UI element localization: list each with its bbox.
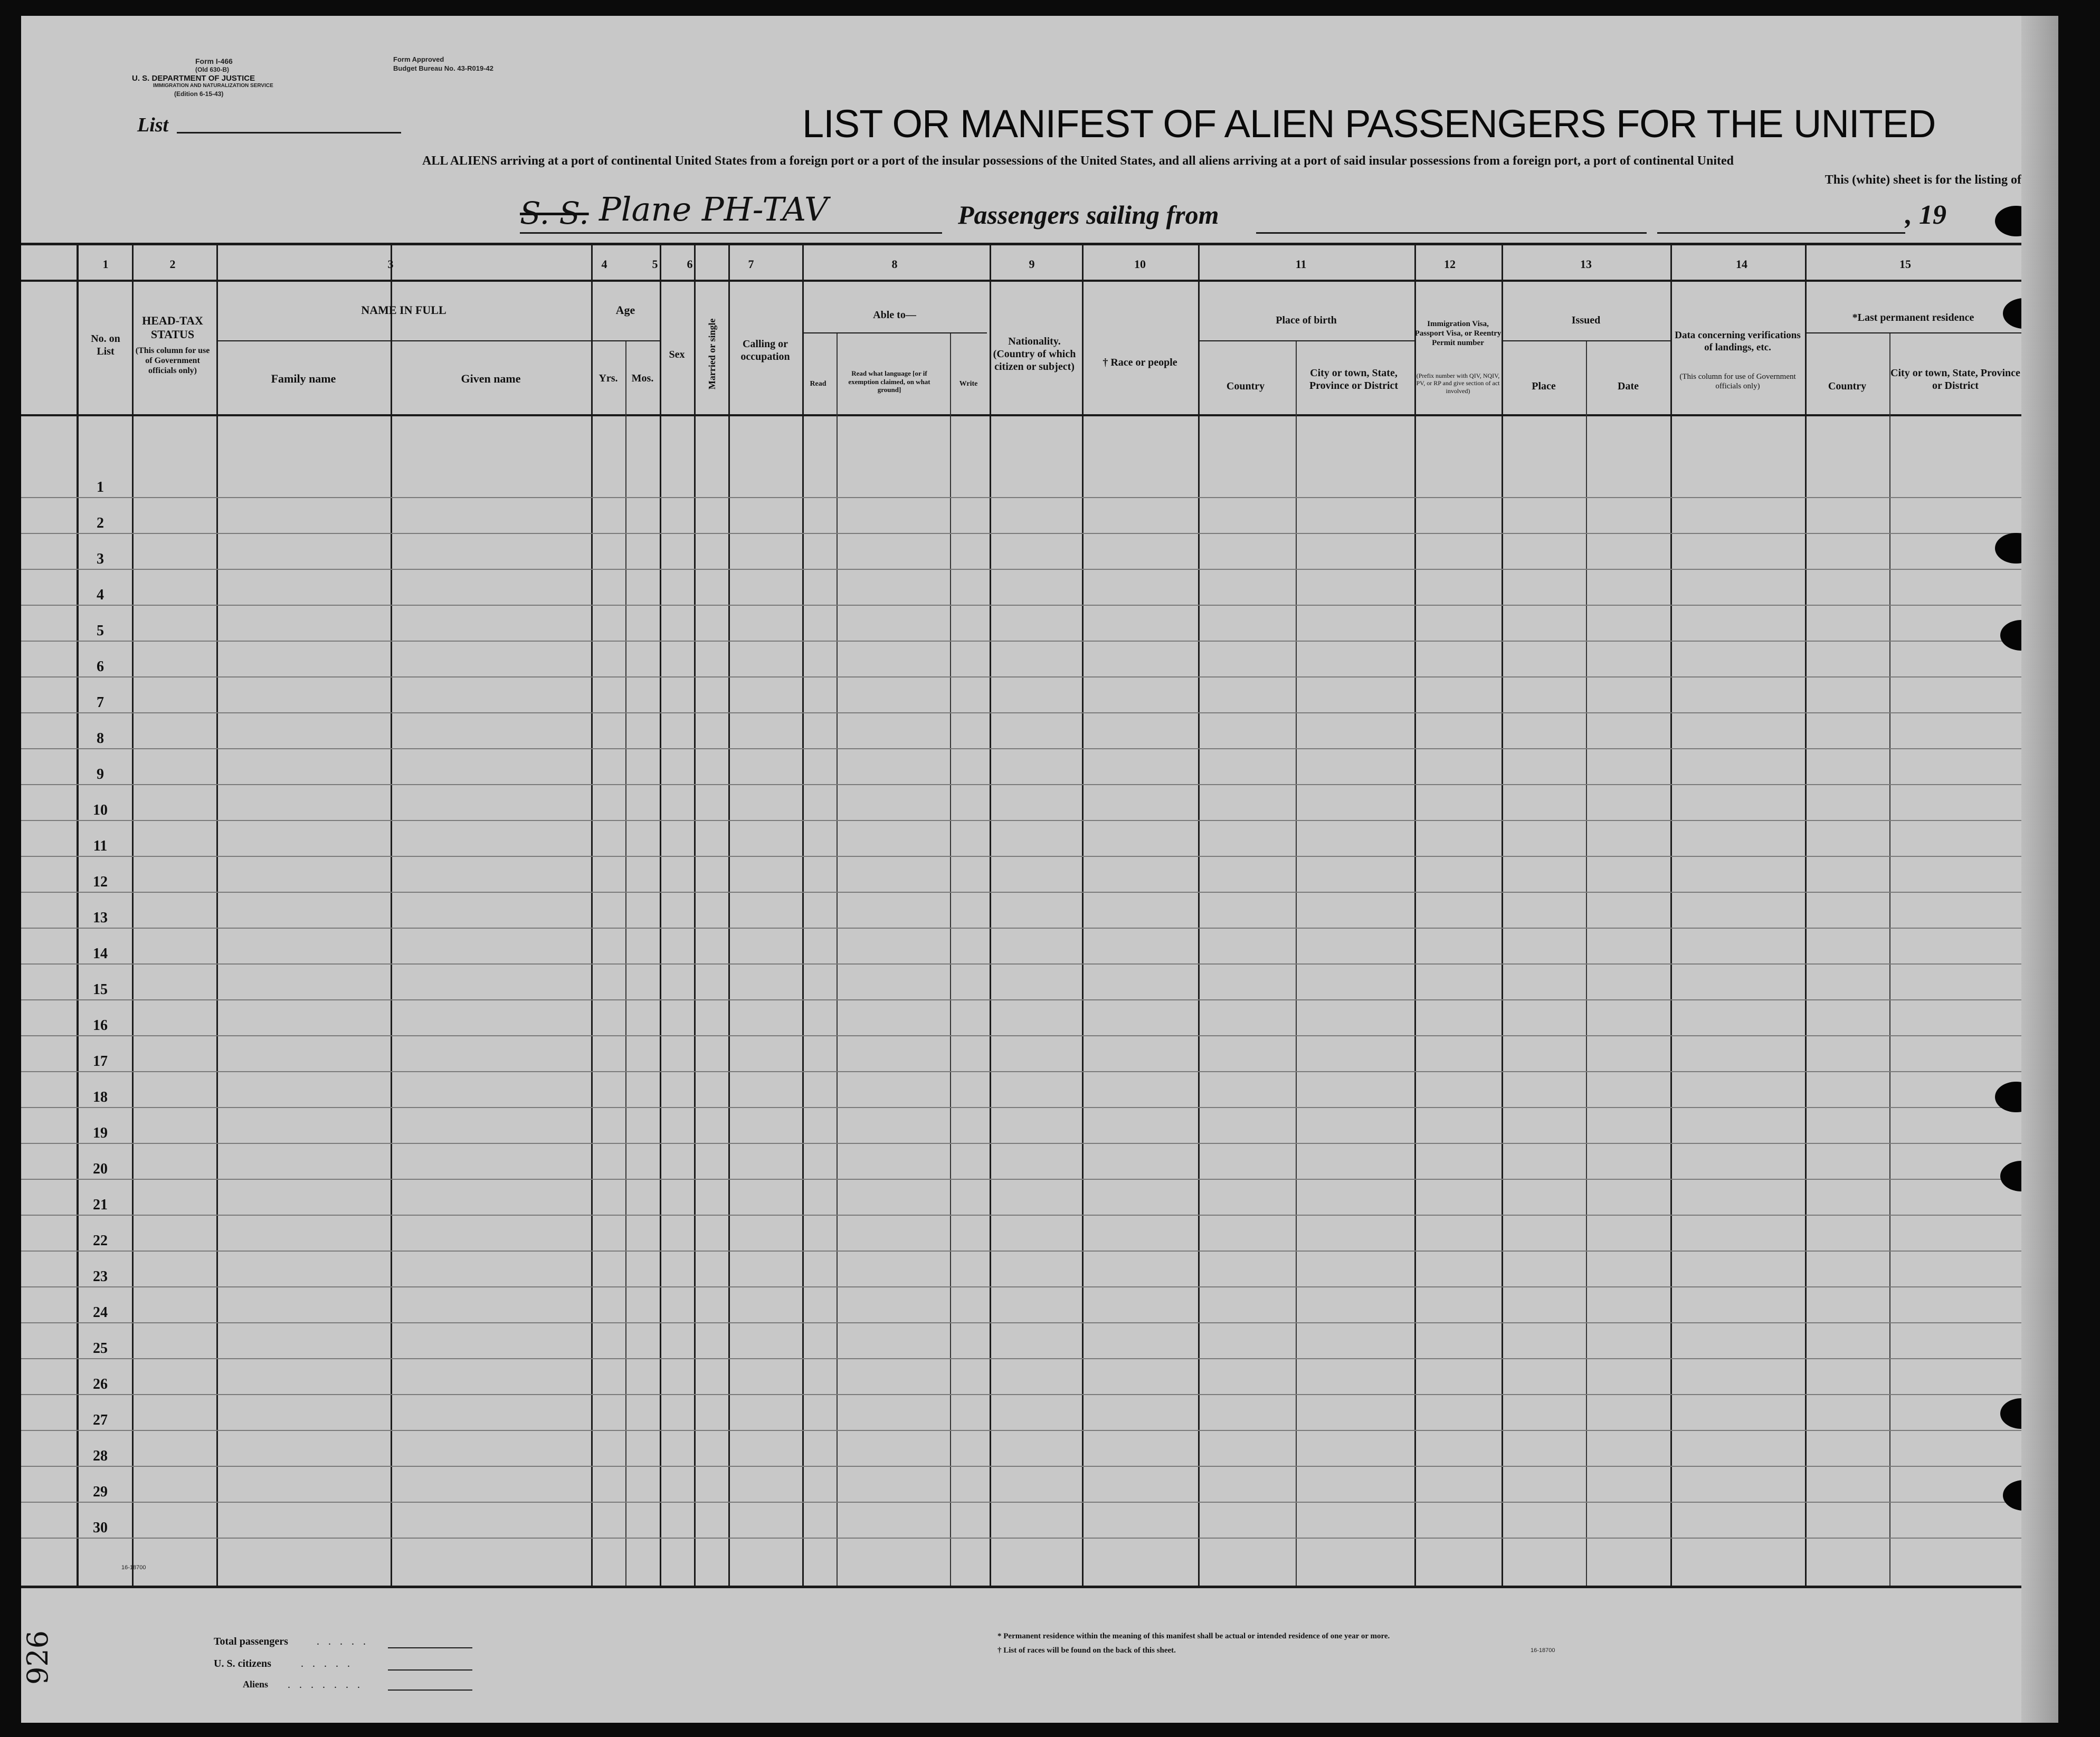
subcolumn-divider (1586, 340, 1587, 1586)
binder-hole-1 (1995, 206, 2037, 236)
row-line (21, 1071, 2021, 1072)
residence-subheader-line (1805, 332, 2021, 333)
header-issued-place: Place (1532, 380, 1556, 392)
binder-hole-4 (2000, 620, 2042, 651)
table-bottom-border (21, 1586, 2058, 1588)
row-line (21, 605, 2021, 606)
column-divider (1502, 245, 1503, 1588)
binder-hole-3 (1995, 533, 2037, 564)
header-yrs: Yrs. (598, 373, 618, 384)
row-line (21, 1394, 2021, 1395)
list-field-line (177, 132, 401, 133)
row-line (21, 1538, 2021, 1539)
col-num-13: 13 (1580, 257, 1592, 271)
header-given-name: Given name (461, 372, 521, 385)
issued-subheader-line (1502, 340, 1670, 341)
header-data-concerning: Data concerning verifications of landings, etc. (1675, 330, 1801, 353)
header-bottom-border (21, 414, 2021, 416)
subcolumn-divider (950, 332, 951, 1586)
col-num-8: 8 (891, 257, 898, 271)
able-subheader-line (802, 332, 987, 333)
row-line (21, 820, 2021, 821)
row-line (21, 533, 2021, 534)
col-num-4: 4 (601, 257, 607, 271)
row-number: 13 (93, 910, 108, 926)
col-num-6: 6 (687, 257, 693, 271)
row-line (21, 784, 2021, 785)
row-line (21, 1215, 2021, 1216)
us-citizens-field (388, 1669, 472, 1671)
row-line (21, 999, 2021, 1000)
row-line (21, 497, 2021, 498)
col-num-14: 14 (1736, 257, 1747, 271)
aliens-label: Aliens (243, 1679, 269, 1690)
citizens-dots: . . . . . (301, 1658, 353, 1669)
col-num-7: 7 (748, 257, 754, 271)
form-subtitle-2: This (white) sheet is for the listing of (1825, 173, 2021, 187)
total-passengers-label: Total passengers (214, 1636, 288, 1647)
header-birth-country: Country (1226, 380, 1265, 392)
column-divider (391, 245, 392, 1588)
row-number: 10 (93, 802, 108, 818)
row-number: 17 (93, 1053, 108, 1070)
date-field-line (1657, 232, 1905, 234)
row-line (21, 748, 2021, 749)
table-print-code: 16-18700 (121, 1564, 146, 1571)
column-divider (216, 245, 218, 1588)
column-divider (1670, 245, 1672, 1588)
column-divider (2021, 245, 2023, 1588)
header-able-to: Able to— (873, 309, 916, 321)
col-num-5: 5 (652, 257, 658, 271)
header-no-on-list: No. on List (91, 333, 120, 357)
header-residence-country: Country (1828, 380, 1867, 392)
row-line (21, 569, 2021, 570)
column-divider (1198, 245, 1200, 1588)
aliens-field (388, 1690, 472, 1691)
row-line (21, 676, 2021, 677)
binder-hole-2 (2003, 298, 2045, 329)
row-line (21, 712, 2021, 713)
row-number: 3 (97, 551, 104, 567)
edition: (Edition 6-15-43) (174, 90, 224, 98)
column-divider (132, 245, 134, 1588)
col-num-15: 15 (1899, 257, 1911, 271)
header-issued-date: Date (1618, 380, 1639, 392)
header-data-note: (This column for use of Government officials only) (1679, 373, 1796, 390)
row-number: 24 (93, 1304, 108, 1321)
row-line (21, 892, 2021, 893)
form-title: LIST OR MANIFEST OF ALIEN PASSENGERS FOR THE UNITED (802, 102, 1936, 146)
header-sex: Sex (669, 349, 685, 360)
row-line (21, 1107, 2021, 1108)
row-number: 23 (93, 1268, 108, 1285)
header-nationality: Nationality. (Country of which citizen or subject) (993, 336, 1076, 373)
col-num-1: 1 (102, 257, 109, 271)
row-line (21, 641, 2021, 642)
binder-hole-7 (2000, 1398, 2042, 1429)
row-line (21, 1143, 2021, 1144)
row-line (21, 1466, 2021, 1467)
column-divider (990, 245, 991, 1588)
row-number: 27 (93, 1412, 108, 1428)
col-num-12: 12 (1444, 257, 1456, 271)
col-num-11: 11 (1295, 257, 1307, 271)
row-number: 7 (97, 694, 104, 711)
col-num-10: 10 (1134, 257, 1146, 271)
header-visa-note: (Prefix number with QIV, NQIV, PV, or RP and give section of act involved) (1416, 372, 1500, 395)
row-line (21, 1322, 2021, 1323)
ss-label: S. S. (520, 195, 589, 231)
sailing-from-field-line (1256, 232, 1647, 234)
row-number: 11 (93, 838, 108, 854)
binder-hole-8 (2003, 1480, 2045, 1511)
footnote-residence: * Permanent residence within the meaning of this manifest shall be actual or intended residence of one year or more. (997, 1632, 1390, 1640)
row-number: 25 (93, 1340, 108, 1357)
total-dots: . . . . . (317, 1636, 369, 1647)
row-line (21, 1251, 2021, 1252)
name-subheader-line (216, 340, 591, 341)
binder-hole-6 (2000, 1161, 2042, 1191)
row-number: 1 (97, 479, 104, 495)
column-divider (1414, 245, 1416, 1588)
age-subheader-line (591, 340, 660, 341)
row-number: 6 (97, 658, 104, 675)
row-number: 12 (93, 874, 108, 890)
footnote-races: † List of races will be found on the back of this sheet. (997, 1646, 1176, 1655)
list-label: List (137, 114, 169, 136)
table-top-border (21, 243, 2058, 245)
row-number: 4 (97, 587, 104, 603)
row-line (21, 1430, 2021, 1431)
column-divider (694, 245, 696, 1588)
subcolumn-divider (625, 340, 626, 1586)
column-divider (728, 245, 730, 1588)
column-divider (591, 245, 593, 1588)
row-number: 5 (97, 623, 104, 639)
header-issued: Issued (1571, 314, 1601, 326)
header-last-residence: *Last permanent residence (1852, 312, 1974, 323)
total-passengers-field (388, 1647, 472, 1648)
manifest-sheet (21, 16, 2058, 1723)
row-line (21, 856, 2021, 857)
row-line (21, 1286, 2021, 1287)
row-number: 26 (93, 1376, 108, 1392)
row-number: 22 (93, 1233, 108, 1249)
form-number: Form I-466 (195, 57, 233, 65)
row-number: 14 (93, 946, 108, 962)
col-num-9: 9 (1029, 257, 1035, 271)
row-number: 16 (93, 1017, 108, 1034)
column-divider (1082, 245, 1084, 1588)
header-birth-city: City or town, State, Province or District (1309, 367, 1399, 392)
row-line (21, 928, 2021, 929)
row-number: 19 (93, 1125, 108, 1141)
row-line (21, 1358, 2021, 1359)
header-head-tax-note: (This column for use of Government officials only) (135, 346, 210, 376)
header-visa: Immigration Visa, Passport Visa, or Reentry Permit number (1414, 320, 1502, 347)
row-line (21, 1179, 2021, 1180)
column-divider (802, 245, 804, 1588)
header-married: Married or single (707, 318, 718, 390)
row-number: 2 (97, 515, 104, 531)
column-number-divider (21, 280, 2058, 282)
header-race: † Race or people (1103, 357, 1177, 368)
sailing-label: Passengers sailing from (958, 200, 1219, 230)
year-label: , 19 (1905, 200, 1946, 230)
form-subtitle: ALL ALIENS arriving at a port of continental United States from a foreign port or a port of the insular possessions of the United States, and all aliens arriving at a port of said insular possessions from a foreign port, a port of continental United (422, 154, 1734, 168)
subcolumn-divider (1889, 332, 1890, 1586)
header-read: Read (810, 380, 826, 388)
service: IMMIGRATION AND NATURALIZATION SERVICE (153, 83, 273, 89)
row-line (21, 1502, 2021, 1503)
row-number: 8 (97, 730, 104, 747)
binder-hole-5 (1995, 1082, 2037, 1112)
row-number: 20 (93, 1161, 108, 1177)
department: U. S. DEPARTMENT OF JUSTICE (132, 74, 255, 83)
row-number: 21 (93, 1197, 108, 1213)
column-divider (1805, 245, 1807, 1588)
budget-number: Budget Bureau No. 43-R019-42 (393, 64, 493, 72)
header-calling: Calling or occupation (740, 338, 790, 362)
aliens-dots: . . . . . . . (288, 1679, 363, 1691)
row-number: 28 (93, 1448, 108, 1464)
row-line (21, 1035, 2021, 1036)
header-read-language: Read what language [or if exemption claimed, on what ground] (848, 369, 930, 394)
col-num-2: 2 (169, 257, 176, 271)
header-write: Write (959, 380, 978, 388)
row-number: 15 (93, 981, 108, 998)
header-head-tax: HEAD-TAX STATUS (142, 314, 203, 341)
row-line (21, 963, 2021, 965)
row-number: 18 (93, 1089, 108, 1105)
header-name-in-full: NAME IN FULL (361, 303, 446, 317)
row-number: 29 (93, 1484, 108, 1500)
header-mos: Mos. (631, 373, 654, 384)
margin-number: 926 (21, 1630, 55, 1685)
col-num-3: 3 (387, 257, 394, 271)
row-number: 30 (93, 1520, 108, 1536)
subcolumn-divider (1296, 340, 1297, 1586)
form-approved: Form Approved (393, 55, 444, 63)
old-form-number: (Old 630-B) (195, 66, 230, 73)
header-residence-city: City or town, State, Province or District (1890, 367, 2020, 392)
row-number: 9 (97, 766, 104, 782)
header-family-name: Family name (271, 372, 336, 385)
vessel-field-line (520, 232, 942, 234)
header-place-of-birth: Place of birth (1276, 314, 1337, 326)
subcolumn-divider (837, 332, 838, 1586)
column-divider (77, 245, 79, 1588)
column-divider (660, 245, 661, 1588)
us-citizens-label: U. S. citizens (214, 1658, 271, 1669)
header-age: Age (615, 303, 635, 317)
birth-subheader-line (1198, 340, 1414, 341)
footer-print-code: 16-18700 (1531, 1647, 1555, 1654)
vessel-name: Plane PH-TAV (599, 190, 828, 228)
